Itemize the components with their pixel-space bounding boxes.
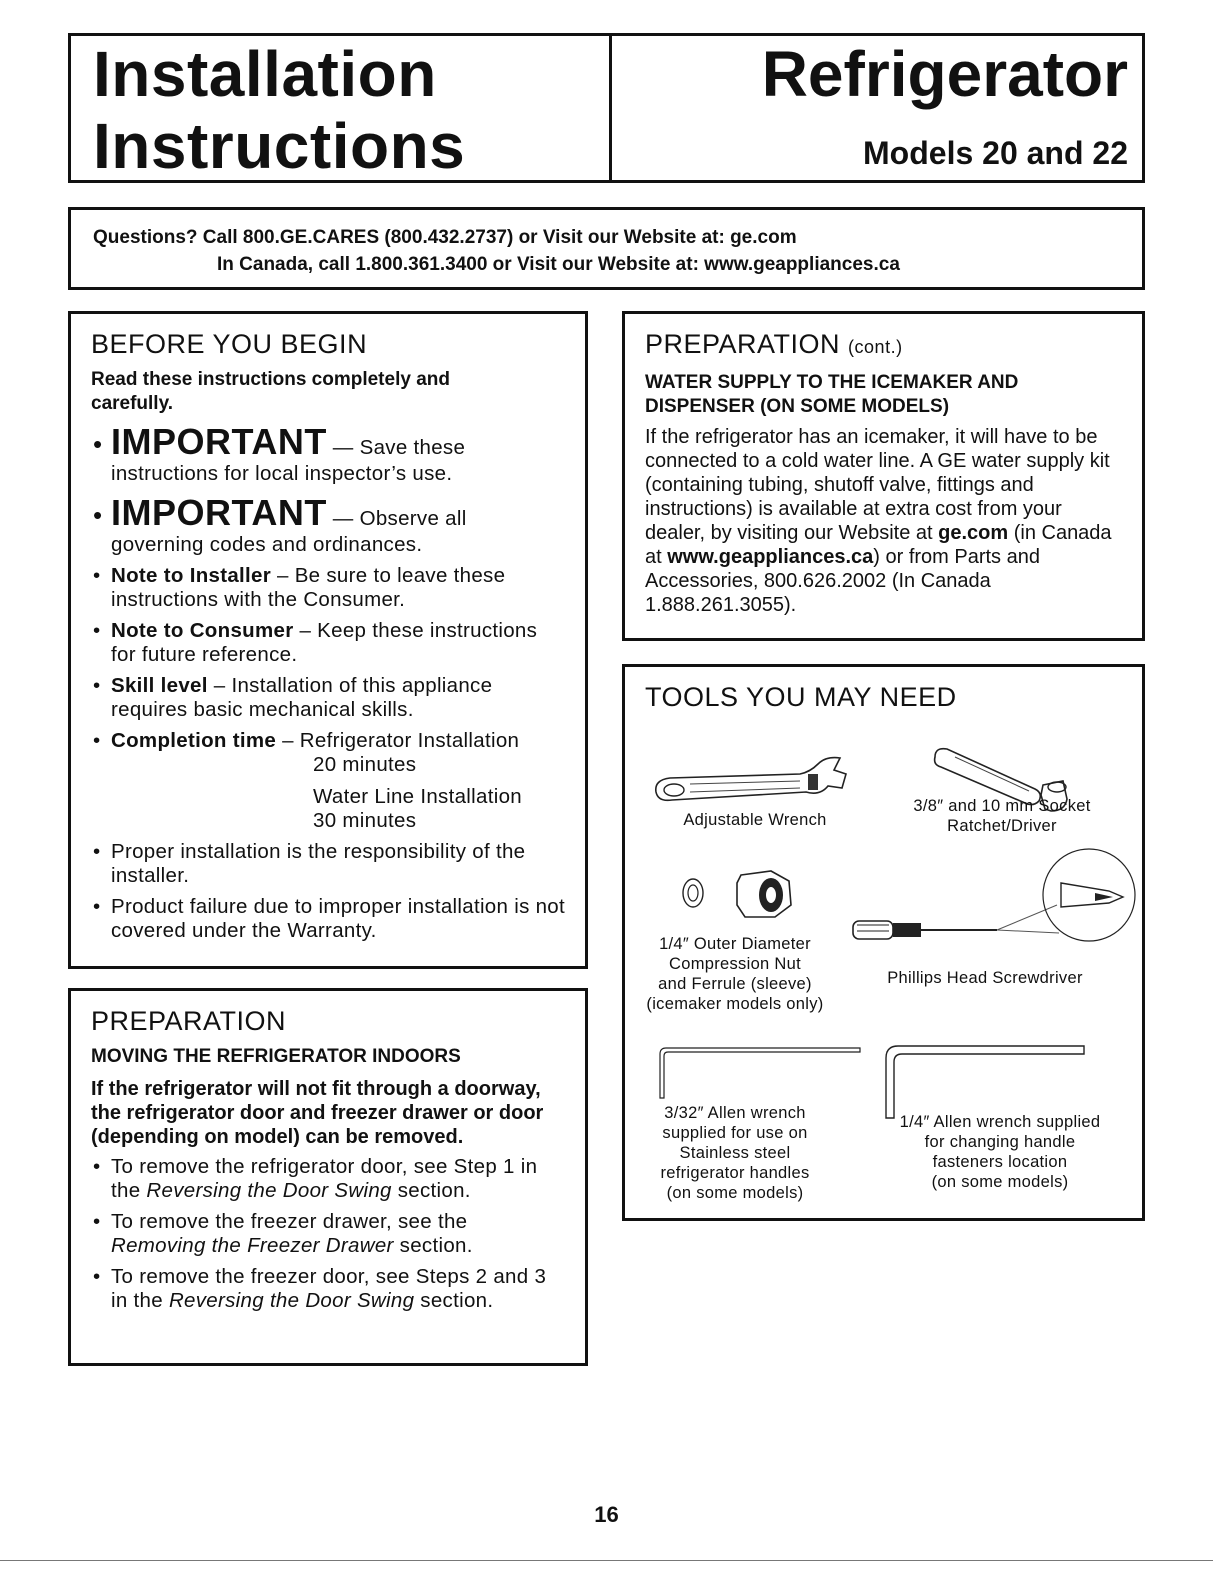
list-item: • To remove the refrigerator door, see Step 1 in the Reversing the Door Swing section. (91, 1155, 565, 1203)
title-divider (609, 36, 612, 180)
section-heading: BEFORE YOU BEGIN (91, 329, 368, 359)
phillips-caption: Phillips Head Screwdriver (887, 969, 1083, 987)
tools-section (622, 664, 1145, 1221)
phillips-screwdriver-icon (847, 845, 1147, 955)
page-number: 16 (594, 1502, 619, 1527)
website-link-canada[interactable]: www.geappliances.ca (667, 546, 874, 568)
bold-intro: If the refrigerator will not fit through a doorway, the refrigerator door and freezer drawer or door (depending on model) can be removed. (91, 1078, 544, 1148)
allen-small-caption: 3/32″ Allen wrench supplied for use on Stainless steel refrigerator handles (on some models) (660, 1104, 810, 1202)
list-item: • Skill level – Installation of this appliance requires basic mechanical skills. (91, 674, 565, 722)
title-block (68, 33, 1145, 183)
intro-text: Read these instructions completely and carefully. (91, 369, 450, 414)
list-item: • Proper installation is the responsibility of the installer. (91, 840, 565, 888)
list-item: • To remove the freezer drawer, see the Removing the Freezer Drawer section. (91, 1210, 565, 1258)
contact-canada: In Canada, call 1.800.361.3400 or Visit our Website at: www.geappliances.ca (217, 254, 900, 275)
water-supply-text: If the refrigerator has an icemaker, it will have to be connected to a cold water line. A GE water supply kit (containing tubing, shutoff valve, fittings and instructions) is available at extra cost from your dealer, by visiting our Website at ge.com (in Canada at www.geappliances.ca) or from Parts and Accessories, 800.626.2002 (In Canada 1.888.261.3055). (645, 426, 1112, 616)
subheading: WATER SUPPLY TO THE ICEMAKER AND DISPENSER (ON SOME MODELS) (645, 372, 1019, 417)
list-item: • IMPORTANT — Observe all governing codes and ordinances. (91, 493, 565, 557)
requirements-list (91, 422, 565, 943)
list-item: • Note to Consumer – Keep these instructions for future reference. (91, 619, 565, 667)
models-subtitle: Models 20 and 22 (863, 135, 1128, 171)
section-heading: TOOLS YOU MAY NEED (645, 682, 957, 712)
socket-caption: 3/8″ and 10 mm Socket Ratchet/Driver (913, 797, 1091, 835)
list-item: • Completion time – Refrigerator Installation 20 minutes Water Line Installation 30 minutes (91, 729, 565, 833)
section-heading: PREPARATION (91, 1006, 287, 1036)
preparation-cont-section (622, 311, 1145, 641)
contact-box (68, 207, 1145, 290)
list-item: • Product failure due to improper installation is not covered under the Warranty. (91, 895, 565, 943)
title-line-2: Instructions (93, 110, 466, 182)
product-title: Refrigerator (761, 38, 1128, 110)
bottom-rule (0, 1560, 1213, 1561)
nut-caption: 1/4″ Outer Diameter Compression Nut and Ferrule (sleeve) (icemaker models only) (646, 935, 824, 1013)
list-item: • Note to Installer – Be sure to leave these instructions with the Consumer. (91, 564, 565, 612)
section-heading: PREPARATION (cont.) (645, 329, 903, 359)
before-you-begin-section (68, 311, 588, 969)
document-title (93, 38, 465, 182)
contact-us: Questions? Call 800.GE.CARES (800.432.2737) or Visit our Website at: ge.com (93, 227, 797, 248)
subheading: MOVING THE REFRIGERATOR INDOORS (91, 1046, 461, 1067)
allen-wrench-small-icon (650, 1042, 870, 1102)
website-link[interactable]: ge.com (938, 522, 1009, 544)
list-item: • IMPORTANT — Save these instructions for local inspector’s use. (91, 422, 565, 486)
compression-nut-icon (675, 865, 805, 925)
title-line-1: Installation (93, 38, 437, 110)
allen-wrench-large-icon (880, 1042, 1090, 1122)
preparation-section (68, 988, 588, 1366)
wrench-caption: Adjustable Wrench (683, 811, 827, 829)
allen-large-caption: 1/4″ Allen wrench supplied for changing handle fasteners location (on some models) (899, 1113, 1101, 1191)
steps-list (91, 1155, 565, 1313)
list-item: • To remove the freezer door, see Steps 2 and 3 in the Reversing the Door Swing section. (91, 1265, 565, 1313)
